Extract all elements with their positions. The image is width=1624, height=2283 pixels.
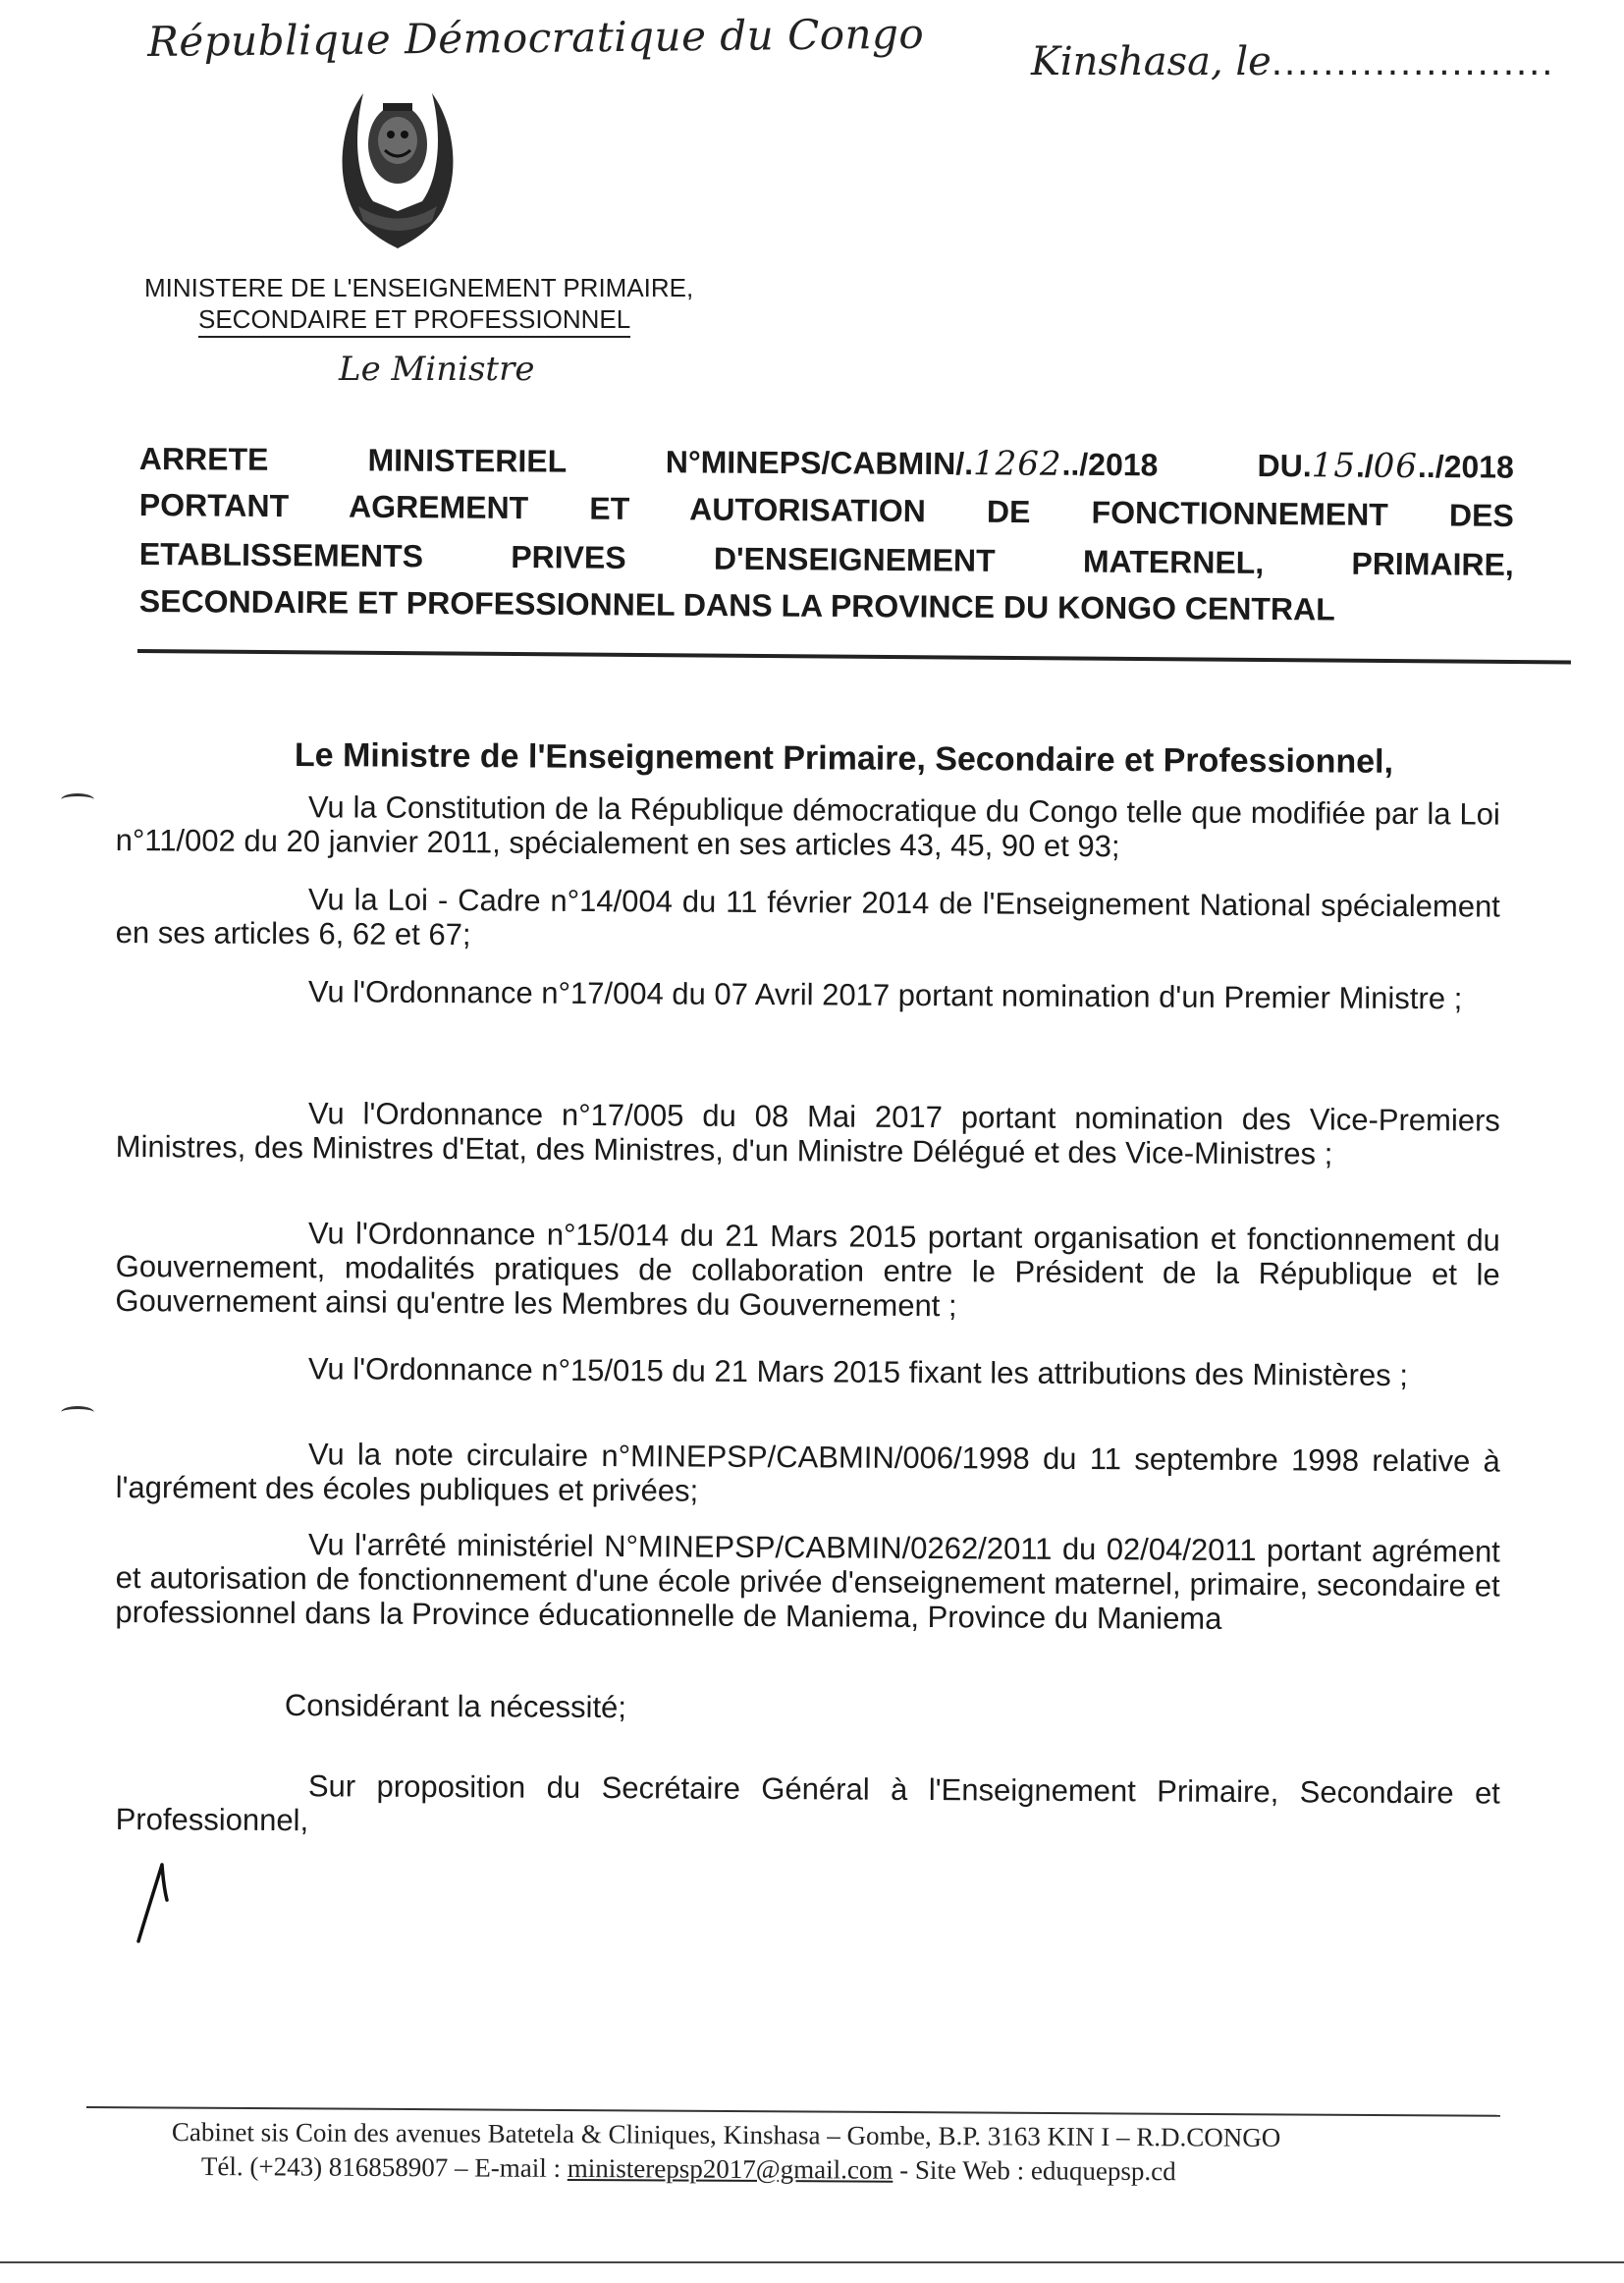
decree-year: ../2018 (1417, 448, 1514, 485)
decree-number-line (139, 437, 1514, 489)
decree-month: 06 (1373, 446, 1419, 486)
recital-ordonnance-17-005: Vu l'Ordonnance n°17/005 du 08 Mai 2017 portant nomination des Vice-Premiers Ministres, des Ministres d'Etat, des Ministres, d'un Ministre Délégué et des Vice-Ministres ; (115, 1096, 1500, 1171)
recital-arrete-ministeriel: Vu l'arrêté ministériel N°MINEPSP/CABMIN/0262/2011 du 02/04/2011 portant agrément et autorisation de fonctionnement d'une école privée d'enseignement maternel, primaire, secondaire et professionnel dans la Province éducationnelle de Maniema, Province du Maniema (115, 1527, 1500, 1636)
recital-considerant: Considérant la nécessité; (284, 1688, 627, 1725)
decree-title-line-4: SECONDAIRE ET PROFESSIONNEL DANS LA PROVINCE DU KONGO CENTRAL (138, 582, 1335, 627)
ministry-line-2: SECONDAIRE ET PROFESSIONNEL (198, 303, 630, 338)
margin-tick-icon (61, 793, 94, 806)
place-date-blank: ...................... (1271, 40, 1555, 83)
decree-mid: ../2018 DU. (1061, 446, 1312, 484)
recital-constitution: Vu la Constitution de la République démocratique du Congo telle que modifiée par la Loi n°11/002 du 20 janvier 2011, spécialement en ses articles 43, 45, 90 et 93; (115, 789, 1500, 864)
margin-tick-icon (61, 1406, 94, 1419)
place-date-label: Kinshasa, le (1031, 39, 1272, 84)
decree-prefix: ARRETE MINISTERIEL N°MINEPS/CABMIN/. (138, 440, 974, 482)
recital-ordonnance-15-014: Vu l'Ordonnance n°15/014 du 21 Mars 2015 portant organisation et fonctionnement du Gouvernement, modalités pratiques de collaboration entre le Président de la République et le Gouvernement ainsi qu'entre les Membres du Gouvernement ; (115, 1216, 1500, 1324)
place-date (1031, 39, 1554, 84)
footer-email-link[interactable]: ministerepsp2017@gmail.com (567, 2152, 893, 2185)
decree-title-line-2: PORTANT AGREMENT ET AUTORISATION DE FONCTIONNEMENT DES (138, 486, 1514, 533)
le-ministre-signature-title: Le Ministre (339, 350, 535, 389)
ministry-line-1: MINISTERE DE L'ENSEIGNEMENT PRIMAIRE, (144, 273, 694, 302)
recital-note-circulaire: Vu la note circulaire n°MINEPSP/CABMIN/006/1998 du 11 septembre 1998 relative à l'agrément des écoles publiques et privées; (115, 1437, 1500, 1508)
decree-day: 15 (1311, 446, 1357, 486)
title-divider (137, 649, 1571, 664)
decree-number: 1262 (972, 444, 1062, 484)
coat-of-arms-icon (324, 83, 471, 255)
recital-ordonnance-17-004: Vu l'Ordonnance n°17/004 du 07 Avril 2017 portant nomination d'un Premier Ministre ; (307, 974, 1463, 1016)
footer-website: - Site Web : eduquepsp.cd (899, 2154, 1176, 2187)
decree-title-line-3: ETABLISSEMENTS PRIVES D'ENSEIGNEMENT MATERNEL, PRIMAIRE, (138, 535, 1514, 582)
ministry-name (144, 272, 693, 338)
footer-phone: Tél. (+243) 816858907 – E-mail : (200, 2151, 562, 2183)
minister-heading: Le Ministre de l'Enseignement Primaire, Secondaire et Professionnel, (294, 736, 1394, 781)
page-bottom-rule (0, 2261, 1624, 2263)
handwritten-slash-icon (133, 1861, 172, 1944)
decree-date-sep: ./ (1355, 448, 1374, 484)
footer-address: Cabinet sis Coin des avenues Batetela & Cliniques, Kinshasa – Gombe, B.P. 3163 KIN I – R.D.CONGO (171, 2117, 1281, 2152)
footer-contact (201, 2150, 1176, 2188)
recital-proposition: Sur proposition du Secrétaire Général à l'Enseignement Primaire, Secondaire et Professionnel, (115, 1768, 1500, 1838)
recital-loi-cadre: Vu la Loi - Cadre n°14/004 du 11 février 2014 de l'Enseignement National spécialement en ses articles 6, 62 et 67; (115, 882, 1500, 952)
republic-heading: République Démocratique du Congo (147, 9, 925, 66)
footer-divider (86, 2106, 1500, 2117)
recital-ordonnance-15-015: Vu l'Ordonnance n°15/015 du 21 Mars 2015 fixant les attributions des Ministères ; (307, 1351, 1409, 1393)
